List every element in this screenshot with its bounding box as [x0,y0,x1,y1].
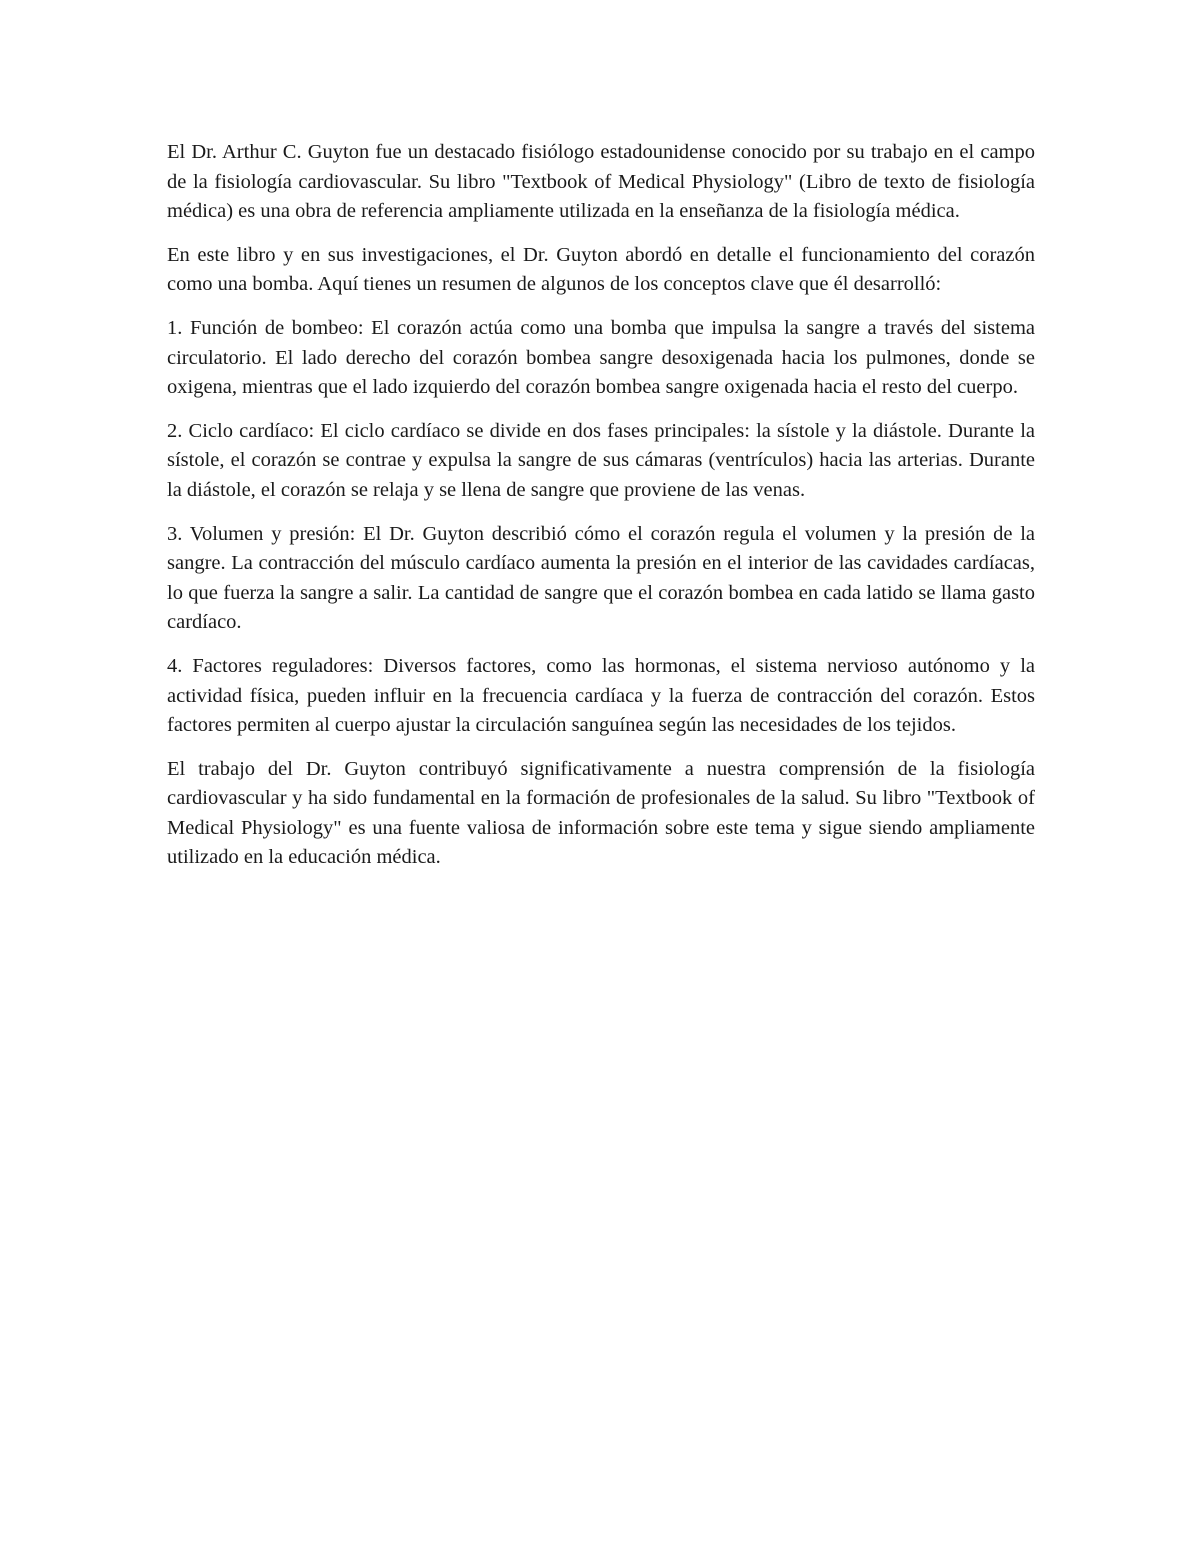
paragraph-overview: En este libro y en sus investigaciones, el Dr. Guyton abordó en detalle el funcionamiento del corazón como una bomba. Aquí tienes un resumen de algunos de los conceptos clave que él desarrolló: [167,243,1035,296]
paragraph-cardiac-cycle: 2. Ciclo cardíaco: El ciclo cardíaco se divide en dos fases principales: la sístole y la diástole. Durante la sístole, el corazón se contrae y expulsa la sangre de sus cámaras (ventrículos) hacia las arterias. Durante la diástole, el corazón se relaja y se llena de sangre que proviene de las venas. [167,419,1035,501]
paragraph-pumping-function: 1. Función de bombeo: El corazón actúa como una bomba que impulsa la sangre a través del sistema circulatorio. El lado derecho del corazón bombea sangre desoxigenada hacia los pulmones, donde se oxigena, mientras que el lado izquierdo del corazón bombea sangre oxigenada hacia el resto del cuerpo. [167,316,1035,399]
paragraph-conclusion: El trabajo del Dr. Guyton contribuyó significativamente a nuestra comprensión de la fisiología cardiovascular y ha sido fundamental en la formación de profesionales de la salud. Su libro "Textbook of Medical Physiology" es una fuente valiosa de información sobre este tema y sigue siendo ampliamente utilizado en la educación médica. [167,757,1035,869]
paragraph-volume-pressure: 3. Volumen y presión: El Dr. Guyton describió cómo el corazón regula el volumen y la presión de la sangre. La contracción del músculo cardíaco aumenta la presión en el interior de las cavidades cardíacas, lo que fuerza la sangre a salir. La cantidad de sangre que el corazón bombea en cada latido se llama gasto cardíaco. [167,522,1035,634]
paragraph-regulating-factors: 4. Factores reguladores: Diversos factores, como las hormonas, el sistema nervioso autónomo y la actividad física, pueden influir en la frecuencia cardíaca y la fuerza de contracción del corazón. Estos factores permiten al cuerpo ajustar la circulación sanguínea según las necesidades de los tejidos. [167,654,1035,737]
paragraph-intro: El Dr. Arthur C. Guyton fue un destacado fisiólogo estadounidense conocido por su trabajo en el campo de la fisiología cardiovascular. Su libro "Textbook of Medical Physiology" (Libro de texto de fisiología médica) es una obra de referencia ampliamente utilizada en la enseñanza de la fisiología médica. [167,141,1035,223]
document-body [167,138,1035,887]
